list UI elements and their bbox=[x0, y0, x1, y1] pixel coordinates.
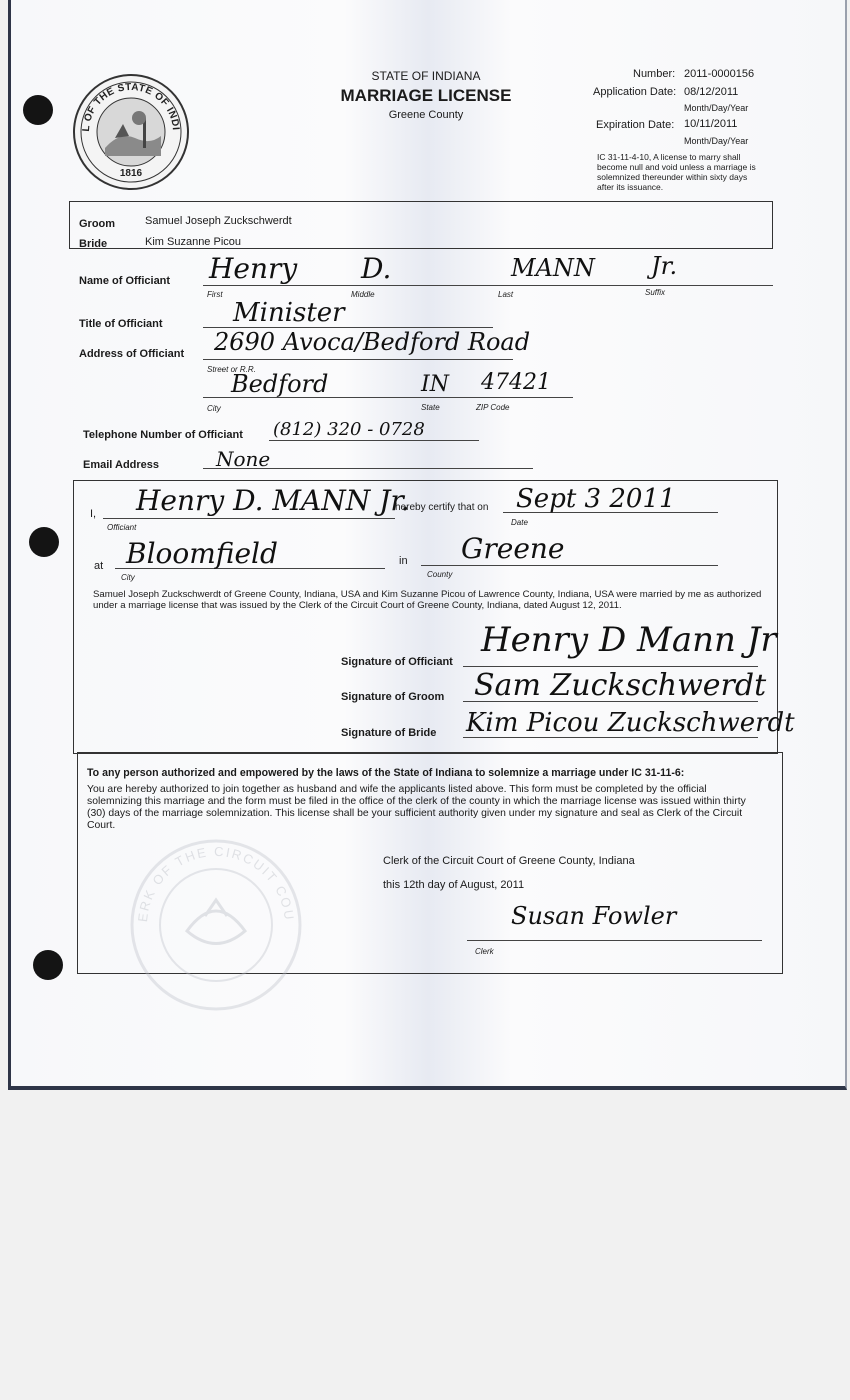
certify-city-handwritten: Bloomfield bbox=[126, 537, 278, 570]
street-line bbox=[203, 359, 513, 360]
certify-date-caption: Date bbox=[511, 518, 528, 527]
certify-county-line bbox=[421, 565, 718, 566]
signature-bride-handwritten: Kim Picou Zuckschwerdt bbox=[466, 708, 795, 738]
signature-officiant-label: Signature of Officiant bbox=[341, 656, 453, 668]
certify-city-caption: City bbox=[121, 573, 135, 582]
bride-name: Kim Suzanne Picou bbox=[145, 236, 241, 248]
application-date-value: 08/12/2011 bbox=[684, 86, 739, 98]
groom-label: Groom bbox=[79, 218, 116, 230]
city-handwritten: Bedford bbox=[231, 370, 329, 398]
seal-top-text: L OF THE STATE OF INDI bbox=[80, 81, 181, 132]
phone-handwritten: (812) 320 - 0728 bbox=[273, 419, 425, 440]
email-handwritten: None bbox=[216, 447, 271, 471]
certify-county-handwritten: Greene bbox=[461, 532, 565, 565]
authorization-heading: To any person authorized and empowered by the laws of the State of Indiana to solemnize a marriage under IC 31-11-6: bbox=[87, 767, 685, 779]
expiration-date-value: 10/11/2011 bbox=[684, 118, 738, 130]
certify-at-label: at bbox=[94, 560, 104, 572]
clerk-signature-handwritten: Susan Fowler bbox=[511, 902, 677, 930]
state-caption: State bbox=[421, 403, 440, 412]
officiant-address-label: Address of Officiant bbox=[79, 348, 185, 360]
marriage-statement: Samuel Joseph Zuckschwerdt of Greene County, Indiana, USA and Kim Suzanne Picou of Lawrence County, Indiana, USA were married by me as authorized under a marriage license that was issued by the Clerk of the Circuit Court of Greene County, Indiana, dated August 12, 2011. bbox=[93, 589, 762, 611]
middle-caption: Middle bbox=[351, 290, 375, 299]
groom-name: Samuel Joseph Zuckschwerdt bbox=[145, 215, 292, 227]
clerk-date-line: this 12th day of August, 2011 bbox=[383, 879, 525, 891]
first-caption: First bbox=[207, 290, 223, 299]
officiant-email-label: Email Address bbox=[83, 459, 160, 471]
bride-label: Bride bbox=[79, 238, 108, 250]
phone-line bbox=[269, 440, 479, 441]
street-handwritten: 2690 Avoca/Bedford Road bbox=[214, 328, 531, 356]
state-seal bbox=[73, 74, 189, 190]
certify-date-handwritten: Sept 3 2011 bbox=[516, 484, 676, 514]
officiant-suffix-handwritten: Jr. bbox=[651, 252, 678, 280]
license-page bbox=[8, 0, 847, 1090]
city-caption: City bbox=[207, 404, 221, 413]
svg-text:CLERK OF THE CIRCUIT COURT bbox=[127, 836, 297, 923]
county-heading: Greene County bbox=[388, 109, 464, 121]
zip-handwritten: 47421 bbox=[481, 370, 551, 395]
signature-groom-label: Signature of Groom bbox=[341, 691, 445, 703]
certify-i-label: I, bbox=[90, 508, 97, 520]
date-format-note-2: Month/Day/Year bbox=[684, 136, 749, 146]
street-caption: Street or R.R. bbox=[207, 365, 256, 374]
document-title: MARRIAGE LICENSE bbox=[340, 86, 512, 105]
officiant-phone-label: Telephone Number of Officiant bbox=[83, 429, 243, 441]
punch-hole-top bbox=[23, 95, 53, 125]
signature-officiant-handwritten: Henry D Mann Jr bbox=[481, 620, 777, 660]
application-date-label: Application Date: bbox=[593, 86, 677, 98]
punch-hole-middle bbox=[29, 527, 59, 557]
seal-graphic-icon bbox=[75, 76, 187, 188]
statute-note: IC 31-11-4-10, A license to marry shall become null and void unless a marriage is solemnized thereunder within sixty days after its issuance. bbox=[597, 152, 756, 192]
certify-in-label: in bbox=[399, 555, 408, 567]
officiant-name-line bbox=[203, 285, 773, 286]
signature-officiant-line bbox=[463, 666, 758, 667]
certify-officiant-handwritten: Henry D. MANN Jr. bbox=[136, 484, 410, 517]
embossed-seal-icon bbox=[127, 836, 305, 1014]
seal-year: 1816 bbox=[119, 168, 143, 179]
number-label: Number: bbox=[633, 68, 676, 80]
signature-groom-handwritten: Sam Zuckschwerdt bbox=[474, 668, 767, 703]
state-heading: STATE OF INDIANA bbox=[371, 69, 481, 83]
officiant-name-label: Name of Officiant bbox=[79, 275, 171, 287]
officiant-middle-handwritten: D. bbox=[361, 252, 392, 285]
suffix-caption: Suffix bbox=[645, 288, 666, 297]
certify-statement-text: hereby certify that on bbox=[395, 502, 489, 513]
state-handwritten: IN bbox=[421, 372, 449, 397]
certify-county-caption: County bbox=[427, 570, 453, 579]
punch-hole-bottom bbox=[33, 950, 63, 980]
number-value: 2011-0000156 bbox=[684, 68, 755, 80]
authorization-body: You are hereby authorized to join together as husband and wife the applicants listed above. This form must be completed by the official solemnizing this marriage and the form must be filed in the office of the clerk of the county in which the marriage license was issued within thirty (30) days of the marriage solemnization. This license shall be your sufficient authority given under my signature and seal as Clerk of the Circuit Court. bbox=[87, 784, 746, 831]
last-caption: Last bbox=[498, 290, 514, 299]
clerk-title-line: Clerk of the Circuit Court of Greene County, Indiana bbox=[383, 855, 635, 867]
officiant-first-handwritten: Henry bbox=[209, 252, 298, 285]
certify-officiant-caption: Officiant bbox=[107, 523, 137, 532]
embossed-clerk-seal bbox=[127, 836, 305, 1014]
embossed-seal-text: ERK OF THE CIRCUIT COU bbox=[134, 843, 298, 923]
officiant-last-handwritten: MANN bbox=[511, 254, 595, 282]
certify-officiant-line bbox=[103, 518, 395, 519]
officiant-title-label: Title of Officiant bbox=[79, 318, 163, 330]
date-format-note-1: Month/Day/Year bbox=[684, 103, 749, 113]
officiant-title-handwritten: Minister bbox=[233, 298, 345, 328]
clerk-caption: Clerk bbox=[475, 947, 494, 956]
clerk-signature-line bbox=[467, 940, 762, 941]
signature-bride-label: Signature of Bride bbox=[341, 727, 437, 739]
expiration-date-label: Expiration Date: bbox=[596, 119, 675, 131]
zip-caption: ZIP Code bbox=[476, 403, 510, 412]
